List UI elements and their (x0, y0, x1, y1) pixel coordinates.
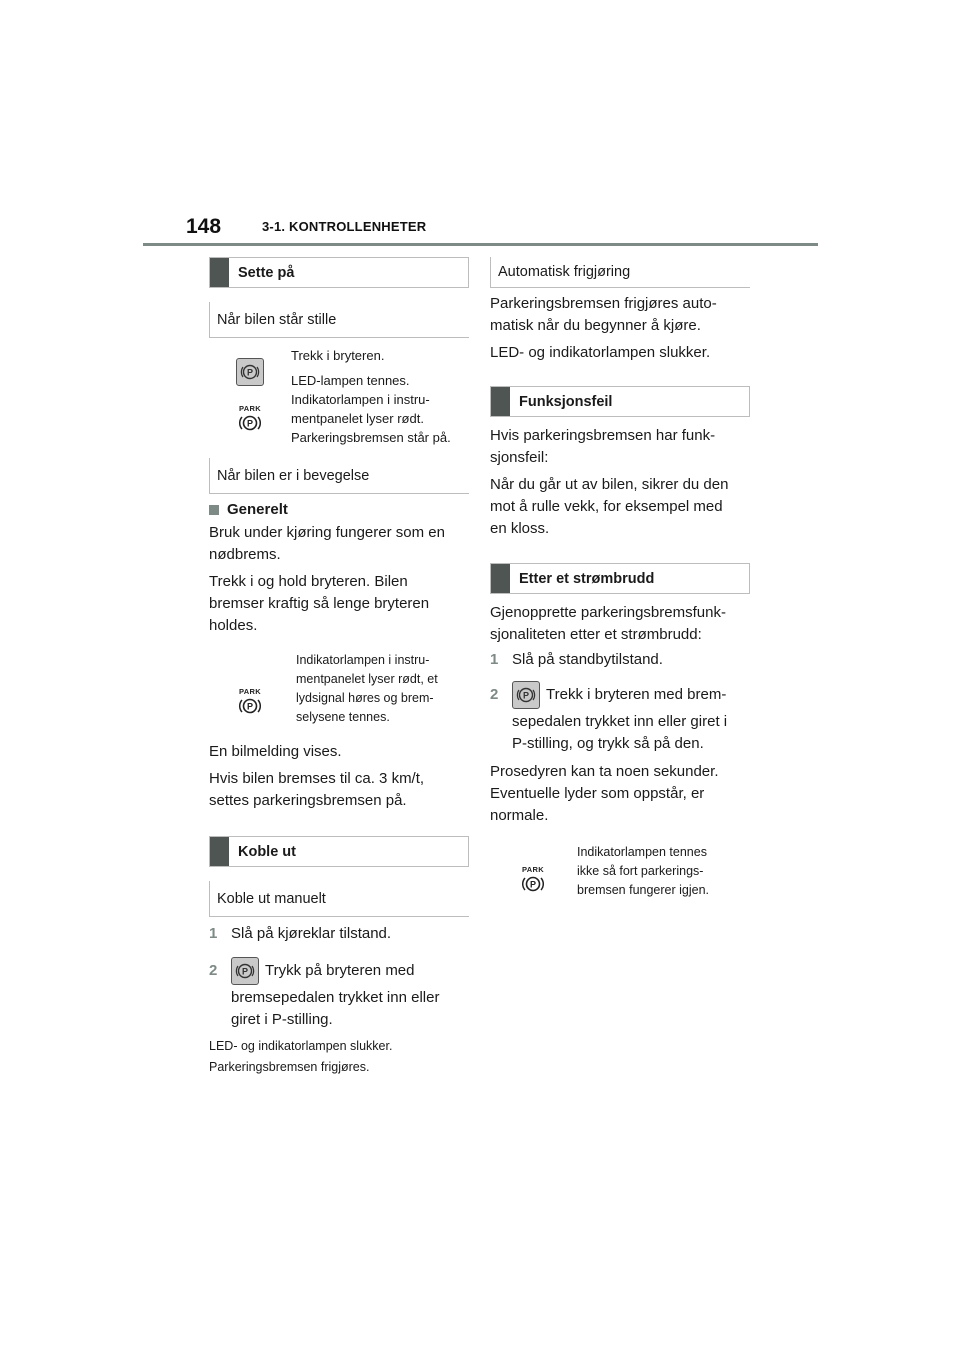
section-title: Funksjonsfeil (519, 393, 613, 410)
svg-text:P: P (246, 418, 254, 429)
step-text: P-stilling, og trykk så på den. (512, 735, 704, 753)
section-title: Sette på (238, 264, 295, 281)
section-header-funksjonsfeil (490, 386, 750, 417)
svg-text:P: P (522, 690, 530, 701)
note-line: LED- og indikatorlampen slukker. (209, 1039, 393, 1054)
text-line: Indikatorlampen i instru- (296, 653, 430, 667)
paragraph-line: matisk når du begynner å kjøre. (490, 317, 701, 334)
park-indicator-icon: PARK P (239, 687, 261, 712)
bullet-square-icon (209, 505, 219, 515)
step-item (490, 681, 750, 755)
paragraph-line: Parkeringsbremsen frigjøres auto- (490, 295, 717, 312)
step-text: sepedalen trykket inn eller giret i (512, 713, 728, 731)
paragraph-line: Gjenopprette parkeringsbremsfunk- (490, 604, 726, 621)
paragraph-line: Eventuelle lyder som oppstår, er (490, 785, 705, 803)
icon-cell (490, 843, 577, 907)
text-line: Indikatorlampen tennes (577, 845, 707, 860)
text-line: selysene tennes. (296, 710, 390, 724)
subsection-header-stille: Når bilen står stille (209, 302, 469, 338)
section-header-bar (210, 837, 229, 866)
paragraph-line: holdes. (209, 617, 258, 634)
icon-cell (209, 651, 296, 733)
subsection-header-bevegelse: Når bilen er i bevegelse (209, 458, 469, 494)
text-line: bremsen fungerer igjen. (577, 883, 710, 898)
right-column (490, 257, 750, 907)
icon-row-stromrudd (490, 843, 750, 907)
paragraph-line: Bruk under kjøring fungerer som en (209, 524, 445, 541)
text-line: mentpanelet lyser rødt. (291, 411, 424, 426)
subsection-header-koble-ut-manuelt: Koble ut manuelt (209, 881, 469, 917)
icon-description (577, 843, 750, 907)
bullet-heading-generelt (209, 501, 469, 518)
step-number: 1 (209, 925, 218, 942)
paragraph-line: Prosedyren kan ta noen sekunder. (490, 763, 719, 781)
note-line: Parkeringsbremsen frigjøres. (209, 1060, 370, 1075)
section-header-bar (210, 258, 229, 287)
text-line: Indikatorlampen i instru- (291, 392, 430, 407)
svg-text:P: P (246, 701, 254, 712)
step-text: giret i P-stilling. (231, 1011, 333, 1029)
section-header-bar (491, 387, 510, 416)
left-column (209, 257, 469, 1077)
paragraph-line: sjonaliteten etter et strømbrudd: (490, 626, 702, 643)
chapter-title: 3-1. KONTROLLENHETER (262, 219, 427, 234)
text-line: Trekk i bryteren. (291, 348, 385, 363)
section-header-koble-ut (209, 836, 469, 867)
paragraph-line: Når du går ut av bilen, sikrer du den (490, 476, 729, 493)
paragraph-line: mot å rulle vekk, for eksempel med (490, 498, 723, 515)
page-number: 148 (186, 215, 222, 238)
text-line: lydsignal høres og brem- (296, 691, 434, 705)
park-indicator-icon: PARK P (239, 404, 261, 429)
step-text: Slå på kjøreklar tilstand. (231, 925, 392, 942)
step-text: Trekk i bryteren med brem- (546, 686, 727, 703)
paragraph-line: bremser kraftig så lenge bryteren (209, 595, 430, 612)
svg-text:P: P (241, 966, 249, 977)
step-text: Trykk på bryteren med (265, 962, 415, 979)
paragraph-line: en kloss. (490, 520, 550, 537)
paragraph-line: normale. (490, 807, 549, 825)
icon-row-stille (209, 346, 469, 447)
step-number: 2 (490, 686, 499, 703)
parking-brake-button-icon (512, 681, 540, 709)
header-rule (143, 243, 818, 246)
paragraph-line: LED- og indikatorlampen slukker. (490, 344, 711, 361)
step-item (209, 957, 469, 1031)
step-number: 1 (490, 651, 499, 668)
svg-text:P: P (246, 367, 254, 378)
svg-text:P: P (529, 879, 537, 890)
subsection-header-automatisk: Automatisk frigjøring (490, 257, 750, 288)
section-header-sette-pa (209, 257, 469, 288)
step-item (490, 649, 750, 671)
step-text: Slå på standbytilstand. (512, 651, 663, 668)
text-line: ikke så fort parkerings- (577, 864, 704, 879)
paragraph-line: Trekk i og hold bryteren. Bilen (209, 573, 408, 590)
section-title: Koble ut (238, 843, 296, 860)
step-number: 2 (209, 962, 218, 979)
park-indicator-icon: PARK P (522, 865, 544, 890)
icon-description (291, 346, 469, 447)
parking-brake-button-icon (231, 957, 259, 985)
heading-text: Generelt (227, 501, 288, 518)
icon-description (296, 651, 469, 733)
icon-cell (209, 346, 291, 442)
text-line: LED-lampen tennes. (291, 373, 410, 388)
section-title: Etter et strømbrudd (519, 570, 655, 587)
paragraph-line: En bilmelding vises. (209, 743, 342, 760)
section-header-bar (491, 564, 510, 593)
text-line: mentpanelet lyser rødt, et (296, 672, 438, 686)
text-line: Parkeringsbremsen står på. (291, 430, 451, 445)
paragraph-line: nødbrems. (209, 546, 281, 563)
step-item (209, 923, 469, 945)
paragraph-line: Hvis parkeringsbremsen har funk- (490, 427, 716, 444)
paragraph-line: settes parkeringsbremsen på. (209, 792, 407, 809)
section-header-stromrudd (490, 563, 750, 594)
parking-brake-button-icon (236, 358, 264, 386)
paragraph-line: sjonsfeil: (490, 449, 549, 466)
step-text: bremsepedalen trykket inn eller (231, 989, 440, 1007)
paragraph-line: Hvis bilen bremses til ca. 3 km/t, (209, 770, 425, 787)
icon-row-generelt (209, 651, 469, 733)
